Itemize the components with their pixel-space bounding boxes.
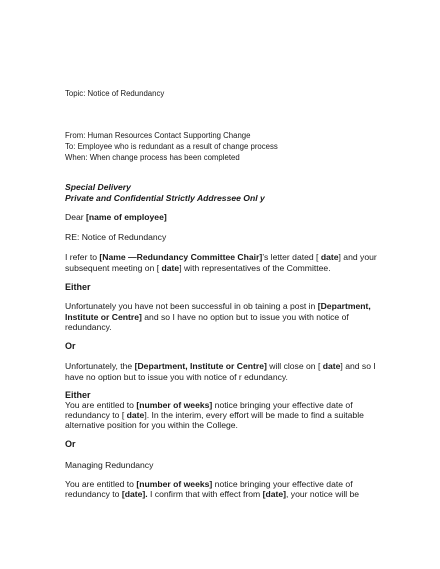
delivery-line-2: Private and Confidential Strictly Addressee Onl y [65, 193, 265, 203]
either2-line-3: alternative position for you within the College. [65, 420, 238, 430]
or-heading-2: Or [65, 439, 76, 449]
topic-line: Topic: Notice of Redundancy [65, 89, 165, 98]
managing-redundancy-line: Managing Redundancy [65, 460, 154, 470]
either1-line-2: Institute or Centre] and so I have no option but to issue you with notice of [65, 312, 349, 322]
or1-line-2: have no option but to issue you with notice of r edundancy. [65, 372, 288, 382]
or1-line-1: Unfortunately, the [Department, Institute or Centre] will close on [ date] and so I [65, 361, 376, 371]
or2-line-2: redundancy to [date]. I confirm that with effect from [date], your notice will be [65, 489, 360, 499]
either-heading-1: Either [65, 282, 91, 292]
either1-line-1: Unfortunately you have not been successful in ob taining a post in [Department, [65, 301, 371, 311]
or-heading-1: Or [65, 341, 76, 351]
either1-line-3: redundancy. [65, 322, 112, 332]
salutation: Dear [name of employee] [65, 212, 167, 222]
intro-line-1: I refer to [Name —Redundancy Committee Chair]’s letter dated [ date] and your [65, 252, 377, 262]
either2-line-2: redundancy to [ date]. In the interim, every effort will be made to find a suitable [65, 410, 364, 420]
employee-name-placeholder: [name of employee] [86, 212, 167, 222]
when-line: When: When change process has been completed [65, 153, 240, 162]
delivery-line-1: Special Delivery [65, 182, 131, 192]
either2-line-1: You are entitled to [number of weeks] notice bringing your effective date of [65, 400, 353, 410]
either-heading-2: Either [65, 390, 91, 400]
from-line: From: Human Resources Contact Supporting Change [65, 131, 251, 140]
intro-line-2: subsequent meeting on [ date] with representatives of the Committee. [65, 263, 331, 273]
or2-line-1: You are entitled to [number of weeks] notice bringing your effective date of [65, 479, 353, 489]
to-line: To: Employee who is redundant as a result of change process [65, 142, 278, 151]
re-line: RE: Notice of Redundancy [65, 232, 167, 242]
